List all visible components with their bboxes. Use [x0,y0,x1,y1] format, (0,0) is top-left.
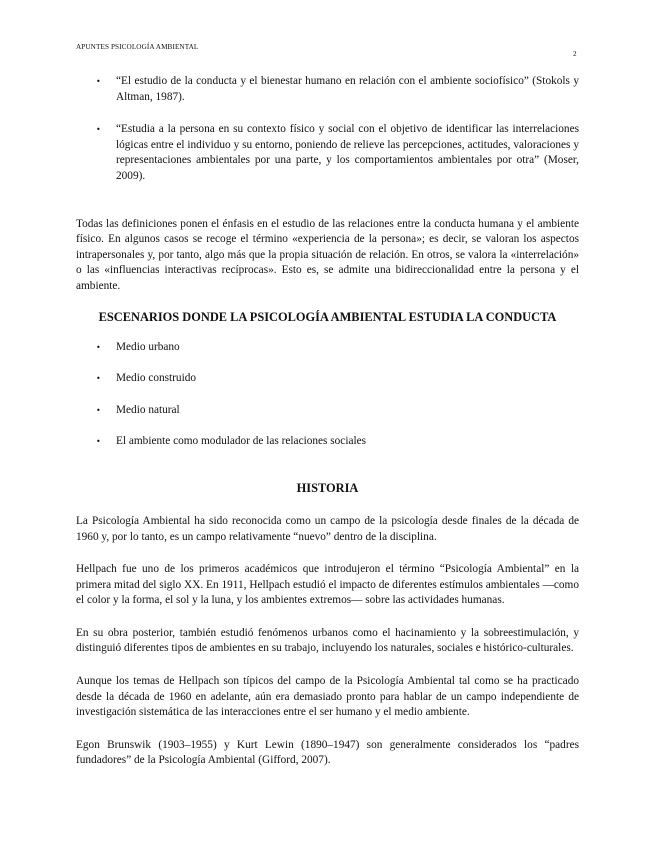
history-heading: HISTORIA [296,480,359,495]
bullet-icon: • [96,405,101,415]
quote-text: “Estudia a la persona en su contexto físico y social con el objetivo de identificar las interrelaciones lógicas entre el individuo y su entorno, poniendo de relieve las percepciones, actitudes, valoraciones y representaciones ambientales por una parte, y los comportamientos ambientales por otra” (Moser, 2009). [116,123,579,182]
history-paragraph: Aunque los temas de Hellpach son típicos del campo de la Psicología Ambiental tal como se ha practicado desde la década de 1960 en adelante, aún era demasiado pronto para hablar de un campo independiente de investigación sistemática de las interacciones entre el ser humano y el medio ambiente. [76,675,579,719]
list-item-label: Medio natural [116,403,180,416]
history-paragraph: Egon Brunswik (1903–1955) y Kurt Lewin (1890–1947) son generalmente considerados los “padres fundadores” de la Psicología Ambiental (Gifford, 2007). [76,738,579,767]
running-header: APUNTES PSICOLOGÍA AMBIENTAL [76,43,199,51]
history-paragraph: La Psicología Ambiental ha sido reconocida como un campo de la psicología desde finales de la década de 1960 y, por lo tanto, es un campo relativamente “nuevo” dentro de la disciplina. [76,514,579,543]
history-paragraph: En su obra posterior, también estudió fenómenos urbanos como el hacinamiento y la sobreestimulación, y distinguió diferentes tipos de ambientes en su trabajo, incluyendo los naturales, sociales e histórico-culturales. [76,626,579,655]
page-content [76,74,579,769]
list-item [76,340,579,356]
settings-section-heading: ESCENARIOS DONDE LA PSICOLOGÍA AMBIENTAL ESTUDIA LA CONDUCTA [98,309,557,324]
settings-list [76,340,579,450]
bullet-icon: • [96,342,101,352]
bullet-icon: • [96,374,101,384]
definition-quote-list [76,74,579,185]
quote-text: “El estudio de la conducta y el bienestar humano en relación con el ambiente sociofísico” (Stokols y Altman, 1987). [116,75,579,103]
list-item [76,403,579,419]
list-item [76,434,579,450]
bullet-icon: • [96,125,101,135]
definition-quote [76,74,579,105]
list-item-label: Medio urbano [116,340,180,353]
list-item-label: El ambiente como modulador de las relaciones sociales [116,435,367,448]
definitions-paragraph: Todas las definiciones ponen el énfasis en el estudio de las relaciones entre la conducta humana y el ambiente físico. En algunos casos se recoge el término «experiencia de la persona»; es decir, se valoran los aspectos intrapersonales y, por tanto, algo más que la propia situación de relación. En otros, se valora la «interrelación» o las «influencias interactivas recíprocas». Esto es, se admite una bidireccionalidad entre la persona y el ambiente. [76,217,579,292]
list-item-label: Medio construido [116,372,197,385]
bullet-icon: • [96,77,101,86]
page-number: 2 [573,50,577,58]
bullet-icon: • [96,437,101,447]
list-item [76,371,579,387]
definition-quote [76,122,579,184]
history-paragraph: Hellpach fue uno de los primeros académicos que introdujeron el término “Psicología Ambiental” en la primera mitad del siglo XX. En 1911, Hellpach estudió el impacto de diferentes estímulos ambientales —como el color y la forma, el sol y la luna, y los ambientes extremos— sobre las actividades humanas. [76,563,579,607]
